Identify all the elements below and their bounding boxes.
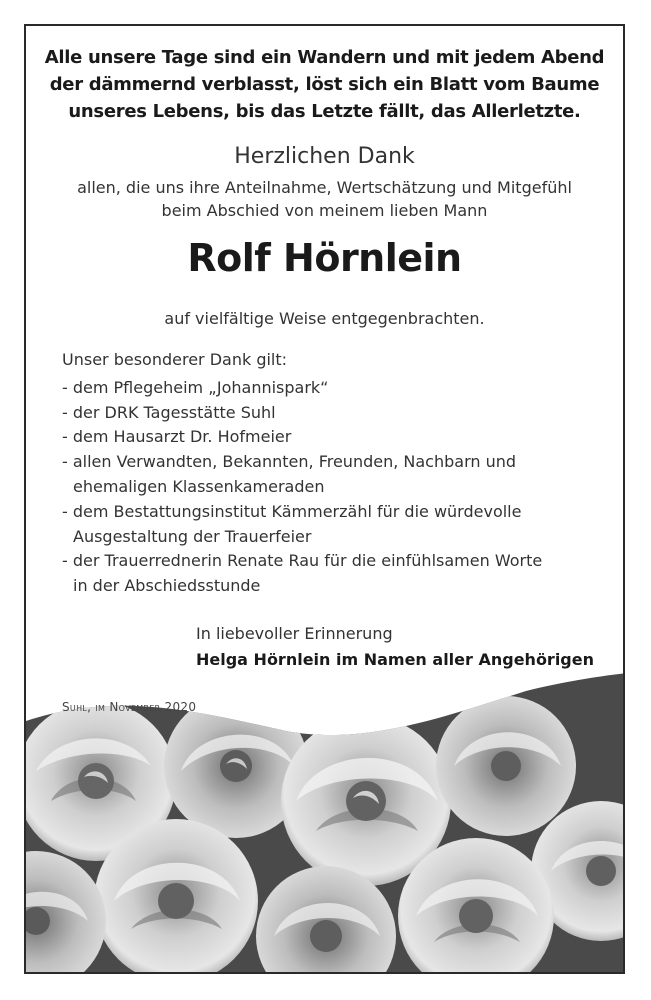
- list-item-continuation: ehemaligen Klassenkameraden: [73, 476, 325, 496]
- roses-illustration: [26, 671, 625, 974]
- list-item: - der DRK Tagesstätte Suhl: [62, 402, 276, 422]
- signature-name: Helga Hörnlein im Namen aller Angehörigen: [196, 650, 594, 669]
- list-item: - dem Pflegeheim „Johannispark“: [62, 377, 329, 397]
- poem-line: unseres Lebens, bis das Letzte fällt, das Allerletzte.: [68, 101, 581, 122]
- poem-line: der dämmernd verblasst, löst sich ein Blatt vom Baume: [49, 74, 600, 95]
- obituary-notice: [24, 24, 625, 974]
- list-item: - dem Bestattungsinstitut Kämmerzähl für die würdevolle: [62, 501, 522, 521]
- thanks-line: allen, die uns ihre Anteilnahme, Wertschätzung und Mitgefühl: [77, 178, 572, 197]
- thanks-line: beim Abschied von meinem lieben Mann: [161, 201, 488, 220]
- list-item: - dem Hausarzt Dr. Hofmeier: [62, 427, 292, 447]
- poem-line: Alle unsere Tage sind ein Wandern und mit jedem Abend: [44, 47, 605, 68]
- special-thanks-list: [62, 348, 602, 599]
- list-item-continuation: Ausgestaltung der Trauerfeier: [73, 526, 312, 546]
- signature-line: In liebevoller Erinnerung: [196, 624, 393, 643]
- signature: [196, 621, 594, 673]
- thanks-title: Herzlichen Dank: [234, 144, 415, 169]
- after-name-text: auf vielfältige Weise entgegenbrachten.: [164, 309, 485, 328]
- place-date: Suhl, im November 2020: [62, 700, 197, 714]
- list-item: - allen Verwandten, Bekannten, Freunden, Nachbarn und: [62, 452, 517, 472]
- deceased-name: Rolf Hörnlein: [187, 236, 462, 280]
- thanks-text: [26, 176, 623, 222]
- poem: [26, 44, 623, 125]
- list-item-continuation: in der Abschiedsstunde: [73, 576, 261, 596]
- roses-image: [26, 671, 625, 974]
- list-item: - der Trauerrednerin Renate Rau für die einfühlsamen Worte: [62, 551, 543, 571]
- special-thanks-intro: Unser besonderer Dank gilt:: [62, 350, 288, 369]
